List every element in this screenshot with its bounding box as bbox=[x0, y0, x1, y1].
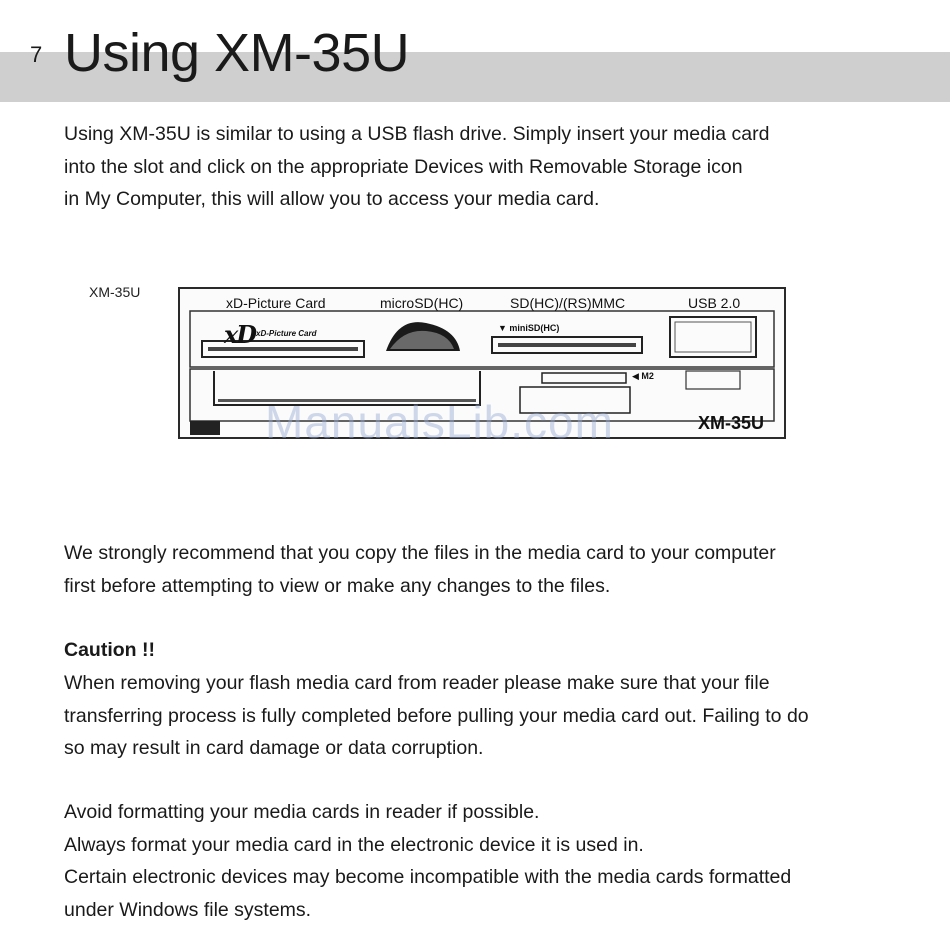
brand-mark bbox=[190, 421, 220, 435]
caution-heading: Caution !! bbox=[64, 639, 155, 661]
formatting-line: under Windows file systems. bbox=[64, 898, 312, 921]
recommend-line: We strongly recommend that you copy the files in the media card to your computer bbox=[64, 542, 776, 564]
xd-logo: xD bbox=[224, 320, 256, 349]
usb-port-label: USB 2.0 bbox=[688, 295, 741, 311]
recommend-line: first before attempting to view or make any changes to the files. bbox=[64, 574, 611, 597]
card-reader-illustration bbox=[178, 287, 786, 439]
watermark: ManualsLib.com bbox=[265, 396, 614, 448]
m2-label: ◀ M2 bbox=[632, 371, 654, 381]
xd-logo-subtitle: xD-Picture Card bbox=[256, 329, 317, 338]
upper-panel bbox=[190, 311, 774, 367]
card-reader-drawing bbox=[180, 289, 784, 437]
caution-paragraph bbox=[64, 667, 809, 765]
caution-line: transferring process is fully completed before pulling your media card out. Failing to do bbox=[64, 704, 809, 727]
minisd-label: ▼ miniSD(HC) bbox=[498, 323, 560, 333]
sd-slot-contacts bbox=[498, 343, 636, 347]
recommend-paragraph bbox=[64, 537, 776, 602]
page-title: Using XM-35U bbox=[64, 23, 410, 83]
usb-port bbox=[670, 317, 756, 357]
cf-slot-contacts bbox=[218, 399, 476, 402]
caution-line: so may result in card damage or data corruption. bbox=[64, 737, 484, 759]
m2-slot bbox=[542, 373, 626, 383]
sd-slot-label: SD(HC)/(RS)MMC bbox=[510, 295, 626, 311]
usb-port-inner bbox=[675, 322, 751, 352]
figure-label: XM-35U bbox=[89, 284, 141, 300]
formatting-paragraph bbox=[64, 796, 791, 926]
xd-slot-label: xD-Picture Card bbox=[226, 295, 326, 311]
m2-slot-frame bbox=[520, 387, 630, 413]
page-number: 7 bbox=[30, 42, 43, 67]
formatting-line: Always format your media card in the electronic device it is used in. bbox=[64, 833, 644, 856]
formatting-line: Certain electronic devices may become incompatible with the media cards formatted bbox=[64, 866, 792, 888]
led-window bbox=[686, 371, 740, 389]
intro-line: in My Computer, this will allow you to access your media card. bbox=[64, 188, 600, 210]
intro-line: into the slot and click on the appropriate Devices with Removable Storage icon bbox=[64, 155, 743, 178]
device-model-label: XM-35U bbox=[697, 413, 764, 433]
intro-line: Using XM-35U is similar to using a USB flash drive. Simply insert your media card bbox=[64, 123, 770, 145]
formatting-line: Avoid formatting your media cards in reader if possible. bbox=[64, 801, 540, 823]
caution-line: When removing your flash media card from reader please make sure that your file bbox=[64, 672, 770, 694]
intro-paragraph bbox=[64, 118, 770, 216]
microsd-slot-label: microSD(HC) bbox=[380, 295, 464, 311]
